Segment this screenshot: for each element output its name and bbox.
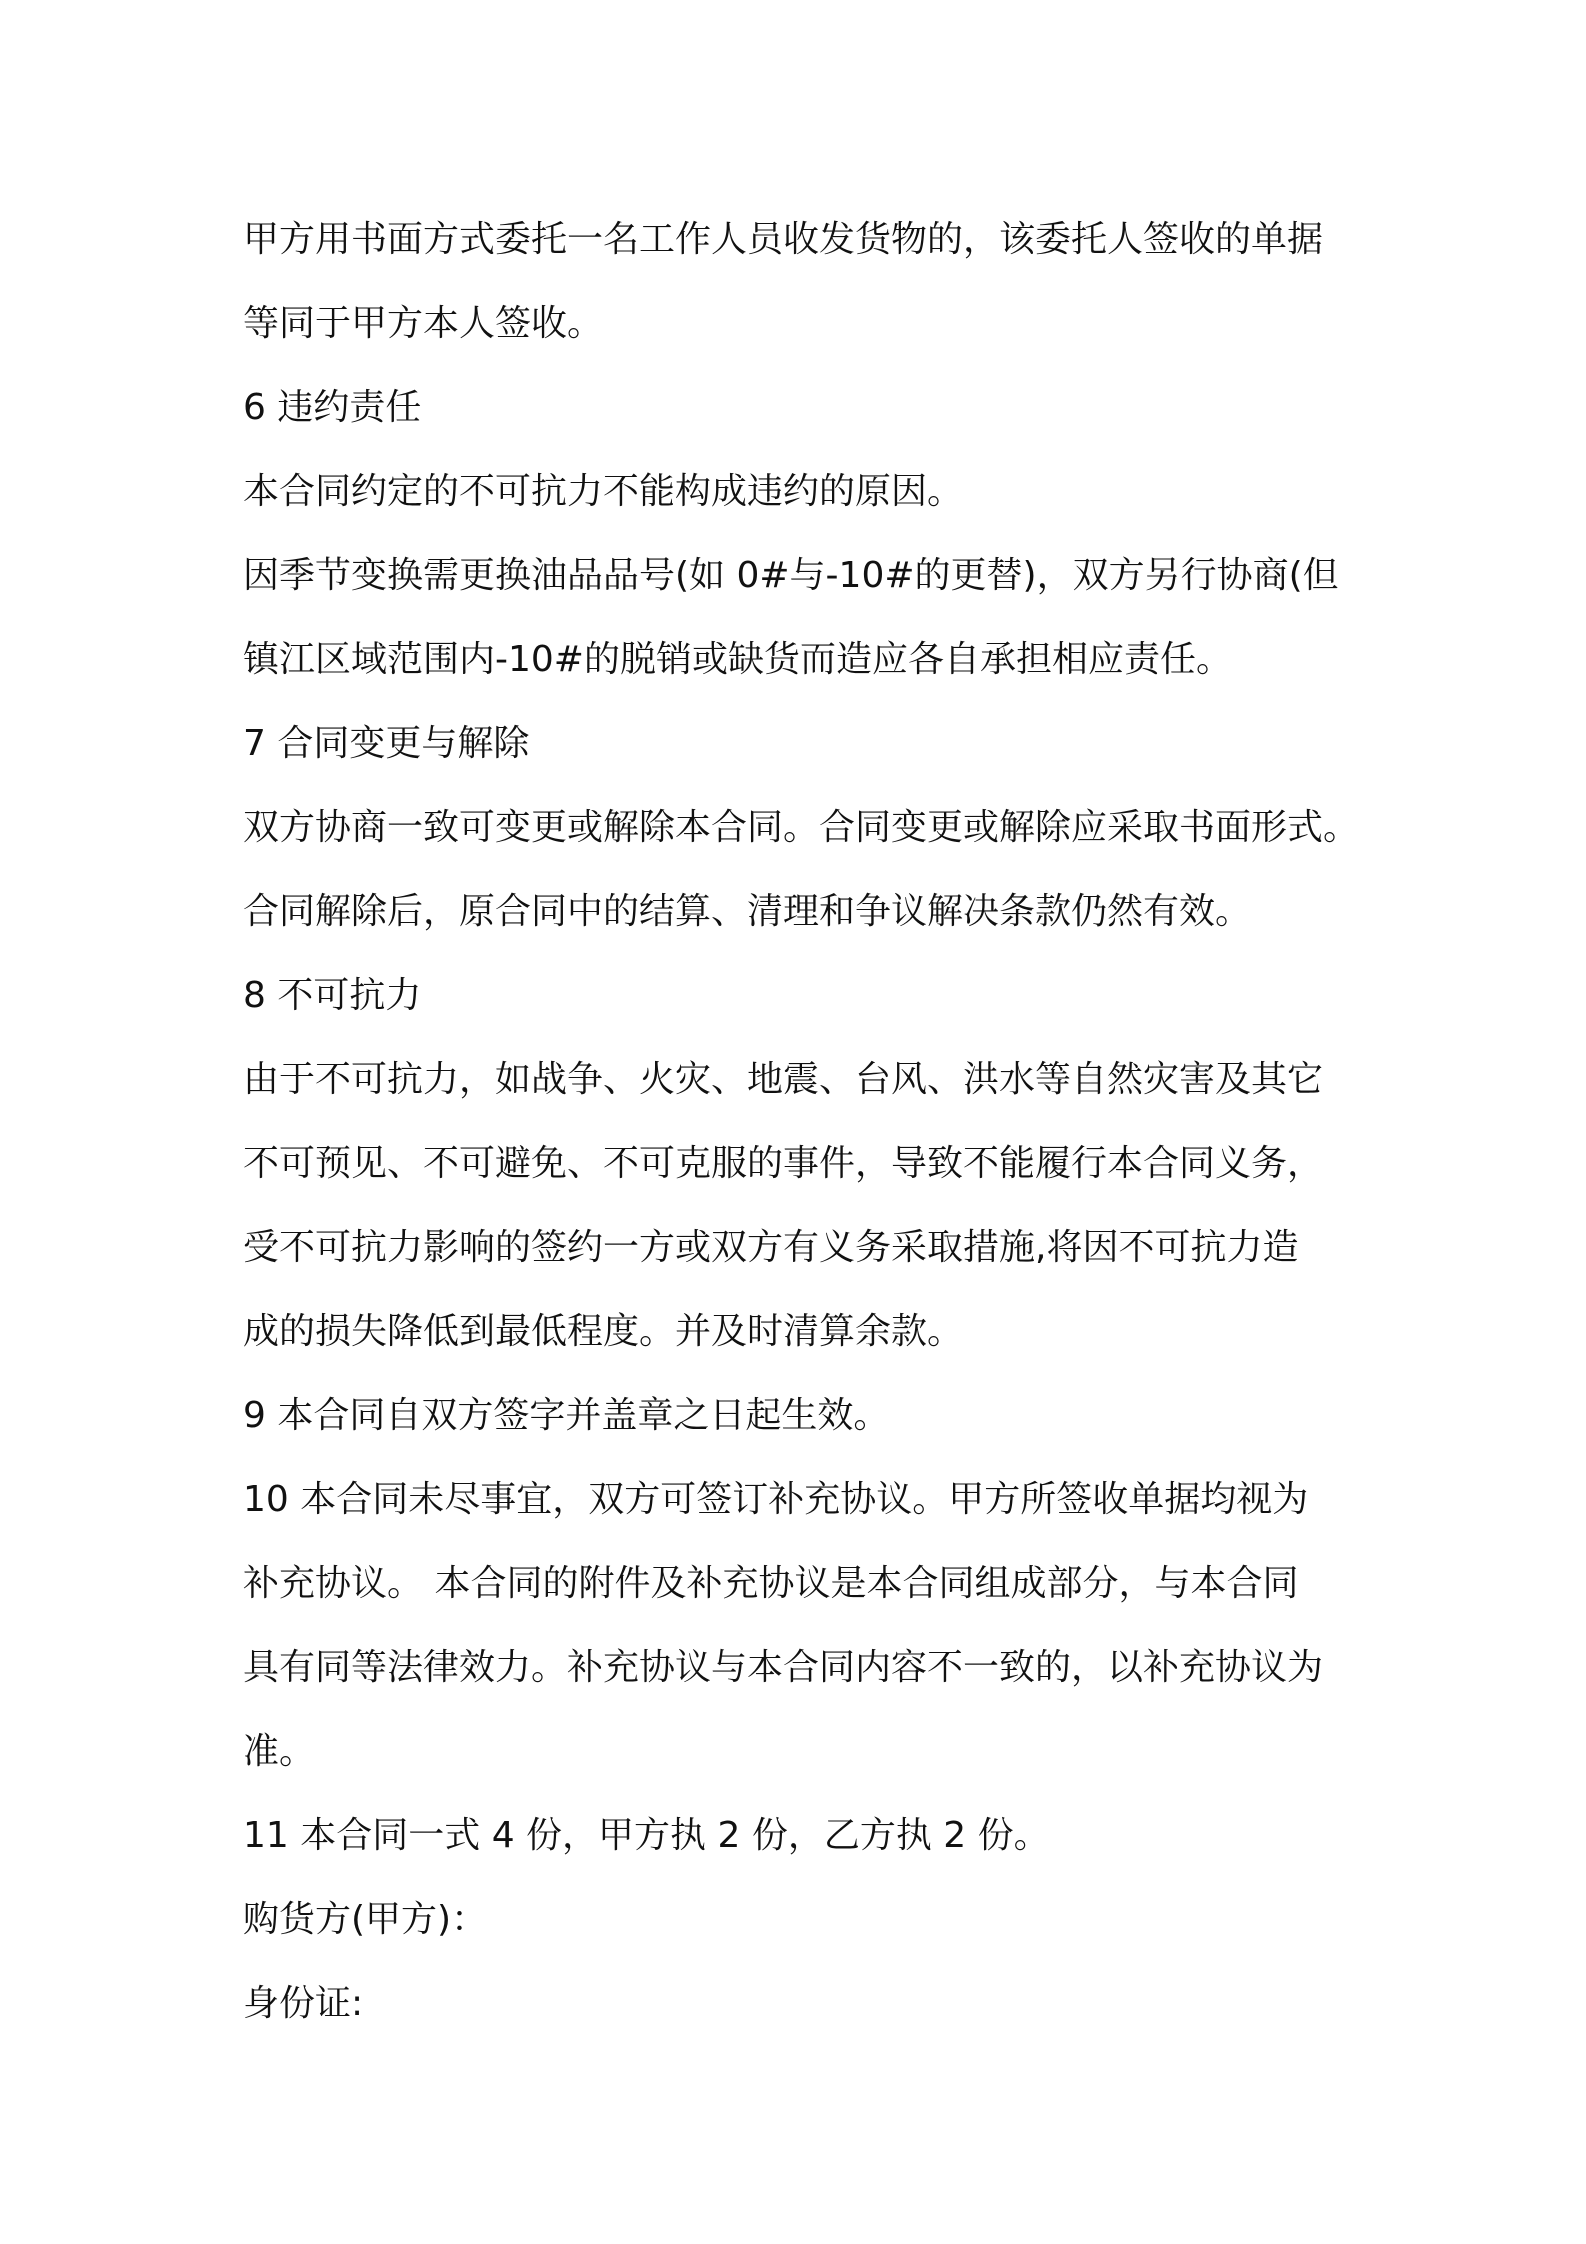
- text-line: 受不可抗力影响的签约一方或双方有义务采取措施,将因不可抗力造: [243, 1227, 1299, 1268]
- text-line: 甲方用书面方式委托一名工作人员收发货物的，该委托人签收的单据: [243, 219, 1324, 260]
- text-line: 双方协商一致可变更或解除本合同。合同变更或解除应采取书面形式。: [243, 807, 1360, 848]
- section-heading-breach: 6 违约责任: [243, 387, 422, 428]
- text-line: 镇江区域范围内-10#的脱销或缺货而造应各自承担相应责任。: [243, 639, 1232, 680]
- section-heading-change: 7 合同变更与解除: [243, 723, 530, 764]
- clause-copies: 11 本合同一式 4 份，甲方执 2 份，乙方执 2 份。: [243, 1815, 1050, 1856]
- text-line: 本合同约定的不可抗力不能构成违约的原因。: [243, 471, 964, 512]
- text-line: 具有同等法律效力。补充协议与本合同内容不一致的，以补充协议为: [243, 1647, 1324, 1688]
- buyer-label: 购货方(甲方)：: [243, 1899, 488, 1940]
- text-line: 10 本合同未尽事宜，双方可签订补充协议。甲方所签收单据均视为: [243, 1479, 1309, 1520]
- text-line: 不可预见、不可避免、不可克服的事件，导致不能履行本合同义务，: [243, 1143, 1324, 1184]
- id-card-label: 身份证:: [243, 1983, 364, 2024]
- text-line: 合同解除后，原合同中的结算、清理和争议解决条款仍然有效。: [243, 891, 1252, 932]
- contract-text: [243, 198, 1383, 2046]
- text-line: 等同于甲方本人签收。: [243, 303, 604, 344]
- text-line: 准。: [243, 1731, 316, 1772]
- text-line: 因季节变换需更换油品品号(如 0#与-10#的更替)，双方另行协商(但: [243, 555, 1339, 596]
- text-line: 成的损失降低到最低程度。并及时清算余款。: [243, 1311, 964, 1352]
- text-line: 补充协议。 本合同的附件及补充协议是本合同组成部分，与本合同: [243, 1563, 1299, 1604]
- clause-effective: 9 本合同自双方签字并盖章之日起生效。: [243, 1395, 890, 1436]
- section-heading-force-majeure: 8 不可抗力: [243, 975, 422, 1016]
- text-line: 由于不可抗力，如战争、火灾、地震、台风、洪水等自然灾害及其它: [243, 1059, 1324, 1100]
